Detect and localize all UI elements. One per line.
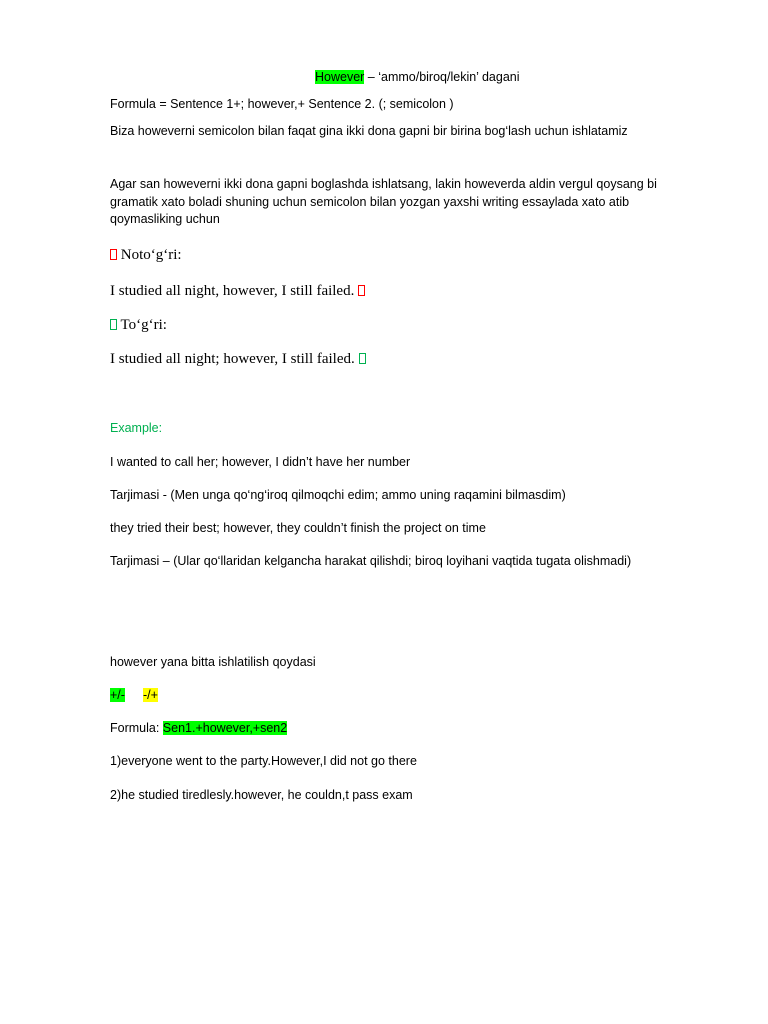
green-check-icon: [110, 319, 117, 330]
wrong-sentence: I studied all night, however, I still failed.: [110, 283, 355, 299]
formula-label: Formula:: [110, 721, 163, 735]
rule2-formula: [110, 720, 287, 737]
sign-minus-plus: -/+: [142, 688, 158, 702]
title-rest: – ‘ammo/biroq/lekin’ dagani: [364, 70, 520, 84]
example-translation: Tarjimasi – (Ular qo‘llaridan kelgancha harakat qilishdi; biroq loyihani vaqtida tugata olishmadi): [110, 554, 632, 568]
green-check-icon: [359, 353, 366, 364]
red-cross-icon: [110, 249, 117, 260]
formula-line: Formula = Sentence 1+; however,+ Sentence 2. (; semicolon ): [110, 97, 454, 111]
document-title: [315, 69, 520, 86]
example-translation: Tarjimasi - (Men unga qo‘ng‘iroq qilmoqchi edim; ammo uning raqamini bilmasdim): [110, 488, 566, 502]
explanation-line-1: Biza howeverni semicolon bilan faqat gina ikki dona gapni bir birina bog‘lash uchun ishlatamiz: [110, 124, 628, 138]
wrong-sentence-line: [110, 281, 365, 301]
example-sentence: they tried their best; however, they couldn’t finish the project on time: [110, 521, 486, 535]
wrong-label: Noto‘g‘ri:: [120, 247, 182, 263]
wrong-label-line: [110, 245, 182, 265]
formula-value: Sen1.+however,+sen2: [162, 721, 288, 735]
explanation-paragraph-2: Agar san howeverni ikki dona gapni boglashda ishlatsang, lakin howeverda aldin vergul qoysang bi gramatik xato boladi shuning uchun semicolon bilan yozgan yaxshi writing essaylada xato atib qoymasliking uchun: [110, 177, 657, 226]
sign-plus-minus: +/-: [110, 688, 125, 702]
right-sentence-line: [110, 349, 366, 369]
right-sentence: I studied all night; however, I still failed.: [110, 351, 355, 367]
sign-line: [110, 687, 158, 704]
right-label-line: [110, 315, 167, 335]
red-cross-icon: [358, 285, 365, 296]
rule2-example-2: 2)he studied tiredlesly.however, he couldn,t pass exam: [110, 788, 413, 802]
example-heading: Example:: [110, 421, 163, 435]
right-label: To‘g‘ri:: [120, 317, 167, 333]
rule2-example-1: 1)everyone went to the party.However,I did not go there: [110, 754, 417, 768]
rule2-intro: however yana bitta ishlatilish qoydasi: [110, 655, 316, 669]
title-highlight: However: [315, 70, 365, 84]
example-sentence: I wanted to call her; however, I didn’t have her number: [110, 455, 411, 469]
